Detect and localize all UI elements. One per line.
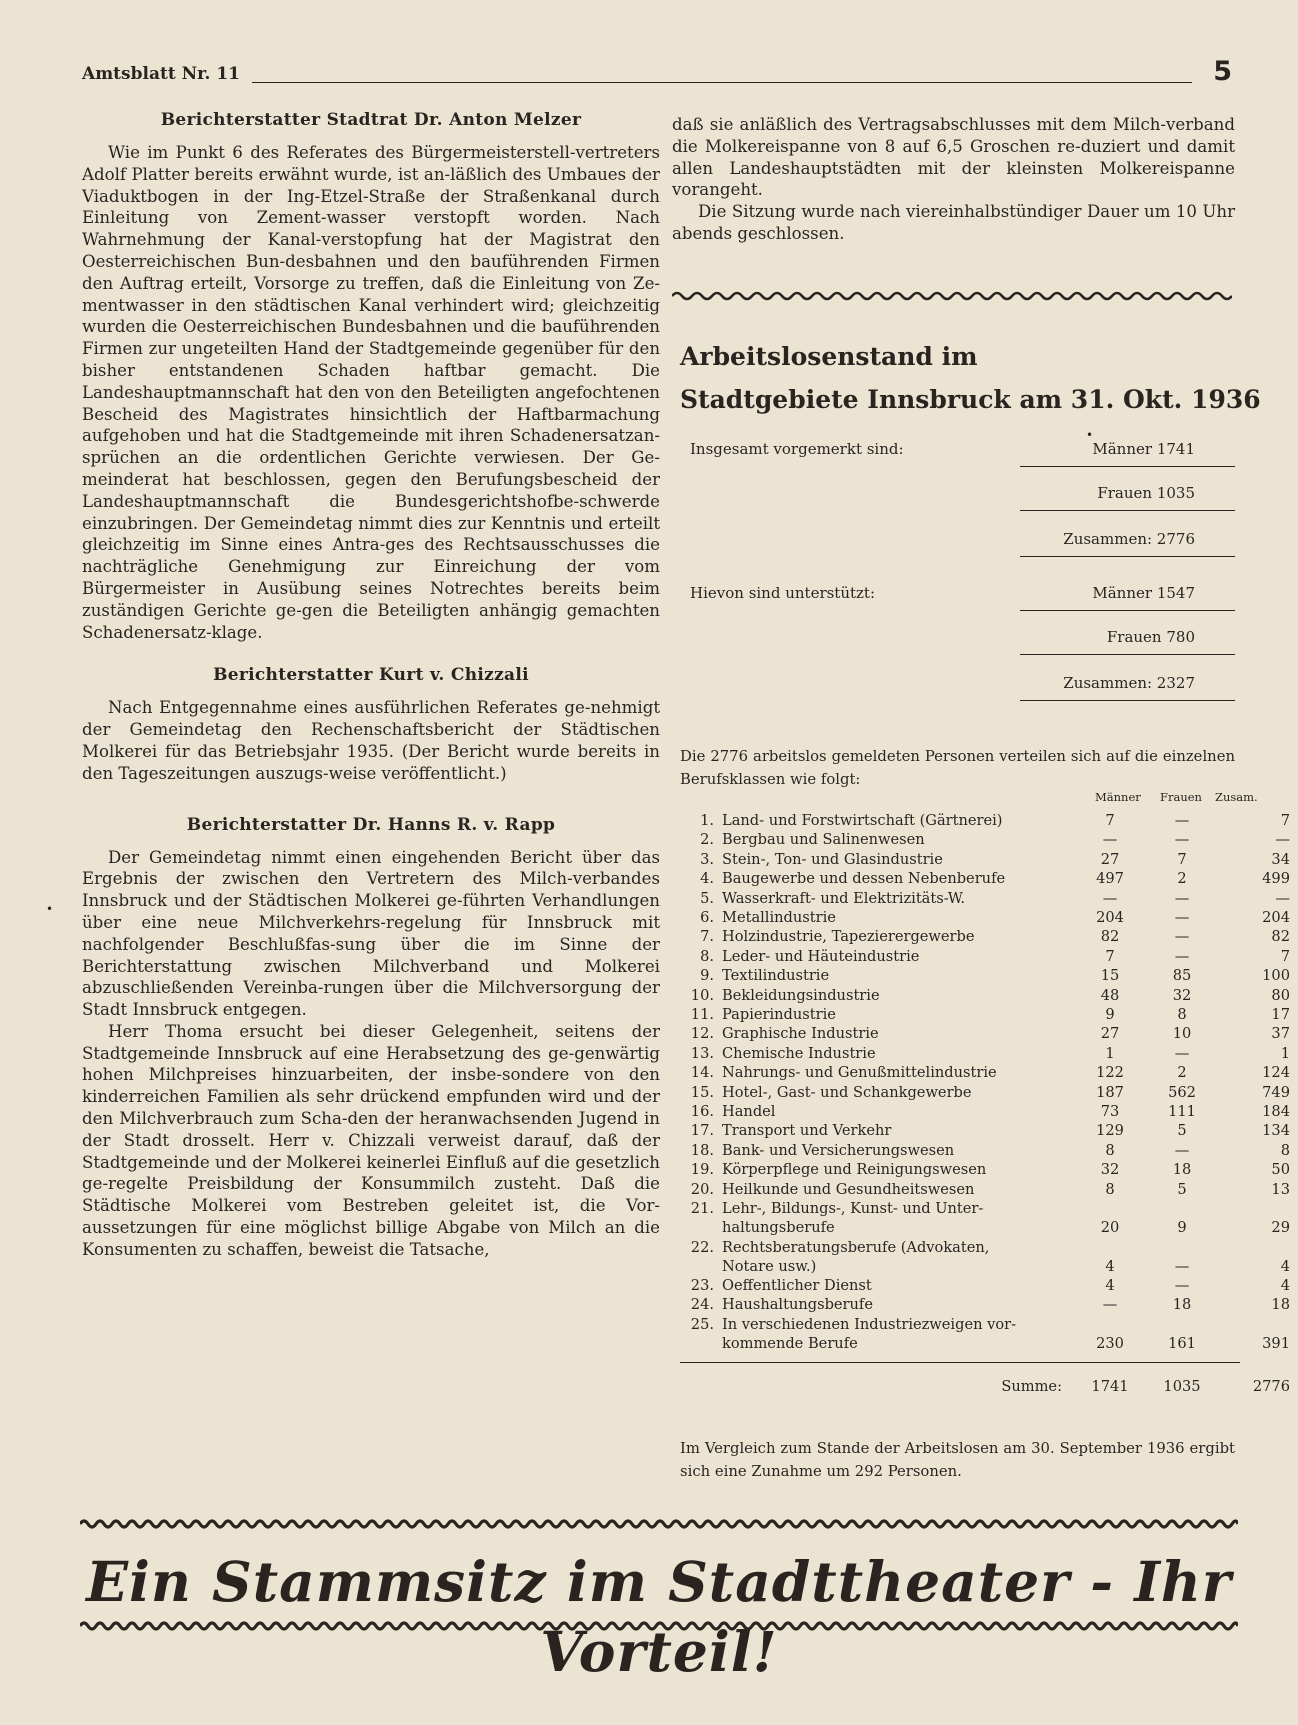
sum-total: 2776 (1252, 1378, 1290, 1395)
row-occupation: Stein-, Ton- und Glasindustrie (722, 850, 943, 868)
row-total: 4 (1280, 1277, 1290, 1294)
row-women: 32 (1172, 986, 1192, 1004)
row-women: — (1174, 909, 1190, 926)
row-men: 48 (1100, 986, 1120, 1004)
advertisement-banner: Ein Stammsitz im Stadttheater - Ihr Vorteil! (86, 1549, 1232, 1684)
row-total: 749 (1262, 1083, 1290, 1101)
row-occupation: Wasserkraft- und Elektrizitäts-W. (722, 889, 965, 907)
row-number: 7. (700, 928, 714, 946)
row-number: 8. (700, 947, 714, 965)
row-occupation: Heilkunde und Gesundheitswesen (722, 1180, 975, 1198)
row-occupation: Körperpflege und Reinigungswesen (722, 1161, 987, 1179)
registered-women: Frauen 1035 (1097, 484, 1195, 502)
table-row (680, 831, 1290, 851)
row-men: 129 (1096, 1122, 1124, 1140)
row-occupation: Baugewerbe und dessen Nebenberufe (722, 870, 1006, 888)
row-total: — (1275, 889, 1290, 907)
row-women: — (1174, 928, 1190, 946)
row-total: 124 (1262, 1064, 1290, 1082)
table-row (680, 1083, 1290, 1104)
row-total: 7 (1280, 812, 1290, 829)
row-men: 27 (1100, 1025, 1120, 1043)
row-number: 5. (700, 889, 714, 907)
table-row (680, 1180, 1290, 1201)
row-total: 391 (1262, 1334, 1290, 1352)
row-number: 21. (690, 1200, 714, 1217)
row-women: — (1174, 947, 1190, 965)
row-women: — (1174, 1257, 1190, 1275)
row-men: 7 (1105, 812, 1115, 829)
column-header-men: Männer (1095, 790, 1141, 804)
supported-men: Männer 1547 (1092, 584, 1195, 602)
row-occupation-continued: Notare usw.) (722, 1257, 817, 1275)
row-number: 25. (690, 1315, 714, 1333)
row-occupation: Haushaltungsberufe (722, 1296, 873, 1314)
row-number: 3. (700, 850, 714, 868)
table-row (680, 1006, 1290, 1026)
table-row (680, 1103, 1290, 1123)
table-row (680, 1025, 1290, 1045)
registered-men: Männer 1741 (1092, 440, 1195, 458)
row-women: — (1174, 812, 1190, 829)
row-number: 12. (690, 1025, 714, 1043)
row-women: 5 (1177, 1122, 1187, 1140)
row-occupation: Graphische Industrie (722, 1025, 879, 1043)
paragraph: Der Gemeindetag nimmt einen eingehenden Bericht über das Ergebnis der zwischen den Vertretern des Milch-verbandes Innsbruck und der Städtischen Molkerei ge-führten Verhandlungen über eine neue Milchverkehrs-regelung für Innsbruck mit nachfolgender Beschlußfas-sung über die im Sinne der Berichterstattung zwischen Milchverband und Molkerei abzuschließenden Vereinba-rungen über die Milchversorgung der Stadt Innsbruck entgegen. (82, 847, 660, 1020)
table-row (680, 850, 1290, 871)
row-number: 17. (690, 1122, 714, 1140)
row-number: 4. (700, 870, 714, 888)
section-heading-chizzali: Berichterstatter Kurt v. Chizzali (213, 665, 529, 686)
table-row (680, 870, 1290, 890)
table-row (680, 947, 1290, 968)
statistics-title (680, 335, 1261, 421)
table-row (680, 986, 1290, 1007)
row-occupation: Bergbau und Salinenwesen (722, 831, 925, 849)
row-number: 9. (700, 967, 714, 985)
row-occupation: Oeffentlicher Dienst (722, 1277, 872, 1294)
row-occupation: Metallindustrie (722, 909, 836, 926)
header-rule (252, 82, 1192, 83)
supported-label: Hievon sind unterstützt: (690, 584, 876, 602)
row-total: 18 (1271, 1296, 1290, 1314)
table-row (680, 812, 1290, 832)
banner-border-top (80, 1518, 1238, 1530)
row-women: 111 (1168, 1103, 1196, 1120)
row-total: 82 (1271, 928, 1290, 946)
row-total: 17 (1271, 1006, 1290, 1023)
registered-total: Zusammen: 2776 (1063, 530, 1195, 548)
table-row (680, 1122, 1290, 1142)
row-women: — (1174, 889, 1190, 907)
row-women: 7 (1177, 850, 1187, 868)
row-men: 15 (1100, 967, 1120, 985)
row-total: 4 (1280, 1257, 1290, 1275)
supported-women: Frauen 780 (1106, 628, 1195, 646)
row-men: 7 (1105, 947, 1115, 965)
row-number: 23. (690, 1277, 714, 1294)
table-row (680, 1044, 1290, 1065)
table-row (680, 967, 1290, 987)
row-occupation: Land- und Forstwirtschaft (Gärtnerei) (722, 812, 1003, 829)
table-row (680, 909, 1290, 929)
wavy-divider (672, 290, 1232, 302)
row-number: 2. (700, 831, 714, 849)
table-row (680, 1296, 1290, 1316)
row-total: 8 (1280, 1141, 1290, 1159)
row-total: — (1275, 831, 1290, 849)
section-body-rapp (82, 847, 660, 1261)
paragraph: daß sie anläßlich des Vertragsabschlusses mit dem Milch-verband die Molkereispanne von 8 auf 6,5 Groschen re-duziert und damit allen Landeshauptstädten mit der kleinsten Molkereispanne vorangeht. (672, 115, 1235, 200)
row-men: 8 (1105, 1141, 1115, 1159)
stray-dot: • (46, 902, 54, 916)
row-women: — (1174, 1044, 1190, 1062)
right-column-continuation (672, 114, 1235, 245)
row-men: 204 (1096, 909, 1124, 926)
row-total: 184 (1262, 1103, 1290, 1120)
row-occupation: Bank- und Versicherungswesen (722, 1141, 955, 1159)
row-men: 187 (1096, 1083, 1124, 1101)
sum-label: Summe: (1001, 1378, 1062, 1395)
row-occupation: Transport und Verkehr (722, 1122, 892, 1140)
row-number: 16. (690, 1103, 714, 1120)
row-men: 8 (1105, 1180, 1115, 1198)
row-women: 2 (1177, 870, 1187, 888)
row-men: 82 (1100, 928, 1120, 946)
row-women: 5 (1177, 1180, 1187, 1198)
row-occupation: In verschiedenen Industriezweigen vor- (722, 1315, 1017, 1333)
stray-dot: • (1086, 428, 1094, 442)
row-total: 37 (1271, 1025, 1290, 1043)
row-occupation: Rechtsberatungsberufe (Advokaten, (722, 1238, 990, 1256)
paragraph: Die Sitzung wurde nach viereinhalbstündiger Dauer um 10 Uhr abends geschlossen. (672, 202, 1235, 243)
sum-rule (680, 1362, 1240, 1363)
row-men: — (1102, 1296, 1118, 1314)
row-number: 10. (690, 986, 714, 1004)
row-number: 14. (690, 1064, 714, 1082)
row-occupation: Bekleidungsindustrie (722, 986, 880, 1004)
row-total: 34 (1271, 850, 1290, 868)
row-number: 6. (700, 909, 714, 926)
comparison-note: Im Vergleich zum Stande der Arbeitslosen am 30. September 1936 ergibt sich eine Zunahme um 292 Personen. (680, 1440, 1235, 1480)
table-row (680, 1141, 1290, 1162)
banner-border-bottom (80, 1620, 1238, 1632)
row-men: 497 (1096, 870, 1124, 888)
table-row (680, 889, 1290, 910)
row-occupation: Nahrungs- und Genußmittelindustrie (722, 1064, 997, 1082)
table-row (680, 1315, 1290, 1352)
registered-label: Insgesamt vorgemerkt sind: (690, 440, 904, 458)
row-men: 32 (1100, 1161, 1120, 1179)
row-total: 134 (1262, 1122, 1290, 1140)
column-header-women: Frauen (1160, 790, 1202, 804)
row-number: 1. (700, 812, 714, 829)
row-occupation: Chemische Industrie (722, 1044, 876, 1062)
row-number: 22. (690, 1238, 714, 1256)
row-occupation-continued: haltungsberufe (722, 1219, 835, 1236)
row-occupation: Hotel-, Gast- und Schankgewerbe (722, 1083, 972, 1101)
row-women: 161 (1168, 1334, 1196, 1352)
row-women: 85 (1172, 967, 1192, 985)
row-men: 230 (1096, 1334, 1124, 1352)
row-number: 15. (690, 1083, 714, 1101)
title-line-1: Arbeitslosenstand im (680, 342, 978, 371)
row-men: — (1102, 889, 1118, 907)
row-occupation: Lehr-, Bildungs-, Kunst- und Unter- (722, 1200, 984, 1217)
row-total: 1 (1280, 1044, 1290, 1062)
row-total: 499 (1262, 870, 1290, 888)
row-number: 11. (690, 1006, 714, 1023)
row-occupation-continued: kommende Berufe (722, 1334, 858, 1352)
section-body-melzer (82, 142, 660, 643)
row-total: 100 (1262, 967, 1290, 985)
supported-total: Zusammen: 2327 (1063, 674, 1195, 692)
table-row (680, 1161, 1290, 1181)
table-row (680, 1277, 1290, 1297)
row-men: — (1102, 831, 1118, 849)
row-women: 562 (1168, 1083, 1196, 1101)
row-number: 19. (690, 1161, 714, 1179)
row-men: 1 (1105, 1044, 1115, 1062)
row-women: — (1174, 1277, 1190, 1294)
sum-women: 1035 (1163, 1378, 1201, 1395)
row-number: 18. (690, 1141, 714, 1159)
header-title: Amtsblatt Nr. 11 (82, 64, 241, 84)
row-men: 4 (1105, 1257, 1115, 1275)
row-number: 13. (690, 1044, 714, 1062)
row-men: 122 (1096, 1064, 1124, 1082)
title-line-2: Stadtgebiete Innsbruck am 31. Okt. 1936 (680, 385, 1261, 414)
section-heading-melzer: Berichterstatter Stadtrat Dr. Anton Melzer (160, 110, 582, 130)
row-men: 73 (1100, 1103, 1120, 1120)
paragraph: Herr Thoma ersucht bei dieser Gelegenheit, seitens der Stadtgemeinde Innsbruck auf eine Herabsetzung des ge-genwärtig hohen Milchpreises hinzuarbeiten, der insbe-sondere von den kinderreichen Familien als sehr drückend empfunden wird und der den Milchverbrauch zum Scha-den der heranwachsenden Jugend in der Stadt drosselt. Herr v. Chizzali verweist darauf, daß der Stadtgemeinde und der Molkerei keinerlei Einfluß auf die gesetzlich ge-regelte Preisbildung der Konsummilch zusteht. Daß die Städtische Molkerei vom Bestreben geleitet ist, die Vor-aussetzungen für eine möglichst billige Abgabe von Milch an die Konsumenten zu schaffen, beweist die Tatsache, (82, 1021, 660, 1259)
row-number: 24. (690, 1296, 714, 1314)
row-occupation: Leder- und Häuteindustrie (722, 947, 920, 965)
row-women: 18 (1172, 1161, 1192, 1179)
row-total: 204 (1262, 909, 1290, 926)
row-occupation: Papierindustrie (722, 1006, 836, 1023)
table-row (680, 1064, 1290, 1084)
row-women: 8 (1177, 1006, 1187, 1023)
row-total: 80 (1271, 986, 1290, 1004)
page-number: 5 (1213, 56, 1232, 87)
row-men: 20 (1100, 1219, 1120, 1236)
paragraph: Nach Entgegennahme eines ausführlichen Referates ge-nehmigt der Gemeindetag den Rechenschaftsbericht der Städtischen Molkerei für das Betriebsjahr 1935. (Der Bericht wurde bereits in den Tageszeitungen auszugs-weise veröffentlicht.) (82, 698, 660, 783)
row-men: 4 (1105, 1277, 1115, 1294)
row-women: — (1174, 831, 1190, 849)
table-row (680, 928, 1290, 948)
row-total: 50 (1271, 1161, 1290, 1179)
row-total: 13 (1271, 1180, 1290, 1198)
column-header-total: Zusam. (1215, 790, 1258, 804)
row-total: 29 (1271, 1219, 1290, 1236)
row-men: 9 (1105, 1006, 1115, 1023)
section-heading-rapp: Berichterstatter Dr. Hanns R. v. Rapp (186, 814, 556, 835)
row-occupation: Textilindustrie (722, 967, 830, 985)
page-header (82, 56, 1232, 92)
left-column (82, 110, 660, 1261)
row-men: 27 (1100, 850, 1120, 868)
row-occupation: Handel (722, 1103, 776, 1120)
section-body-chizzali (82, 697, 660, 784)
row-women: 2 (1177, 1064, 1187, 1082)
row-women: 9 (1177, 1219, 1187, 1236)
table-row (680, 1238, 1290, 1275)
paragraph: Wie im Punkt 6 des Referates des Bürgermeisterstell-vertreters Adolf Platter bereits erwähnt wurde, ist an-läßlich des Umbaues der Viaduktbogen in der Ing-Etzel-Straße der Straßenkanal durch Einleitung von Zement-wasser verstopft worden. Nach Wahrnehmung der Kanal-verstopfung hat der Magistrat den Oesterreichischen Bun-desbahnen und den bauführenden Firmen den Auftrag erteilt, Vorsorge zu treffen, daß die Einleitung von Ze-mentwasser in den städtischen Kanal verhindert wird; gleichzeitig wurden die Oesterreichischen Bundesbahnen und die bauführenden Firmen zur ungeteilten Hand der Stadtgemeinde gegenüber für den bisher entstandenen Schaden haftbar gemacht. Die Landeshauptmannschaft hat den von den Beteiligten angefochtenen Bescheid des Magistrates hinsichtlich der Haftbarmachung aufgehoben und hat die Stadtgemeinde mit ihren Schadenersatzan-sprüchen an die ordentlichen Gerichte verwiesen. Der Ge-meinderat hat beschlossen, gegen den Berufungsbescheid der Landeshauptmannschaft die Bundesgerichtshofbe-schwerde einzubringen. Der Gemeindetag nimmt dies zur Kenntnis und erteilt gleichzeitig im Sinne eines Antra-ges des Rechtsausschusses die nachträgliche Genehmigung zur Einreichung der vom Bürgermeister in Ausübung seines Notrechtes bereits beim zuständigen Gerichte ge-gen die Beteiligten anhängig gemachten Schadenersatz-klage. (82, 143, 660, 642)
row-women: — (1174, 1141, 1190, 1159)
table-row (680, 1200, 1290, 1236)
row-total: 7 (1280, 947, 1290, 965)
row-women: 10 (1172, 1025, 1192, 1043)
row-women: 18 (1172, 1296, 1192, 1314)
row-occupation: Holzindustrie, Tapezierergewerbe (722, 928, 975, 946)
sum-men: 1741 (1091, 1378, 1129, 1395)
distribution-intro: Die 2776 arbeitslos gemeldeten Personen verteilen sich auf die einzelnen Berufsklassen wie folgt: (680, 748, 1235, 788)
row-number: 20. (690, 1180, 714, 1198)
